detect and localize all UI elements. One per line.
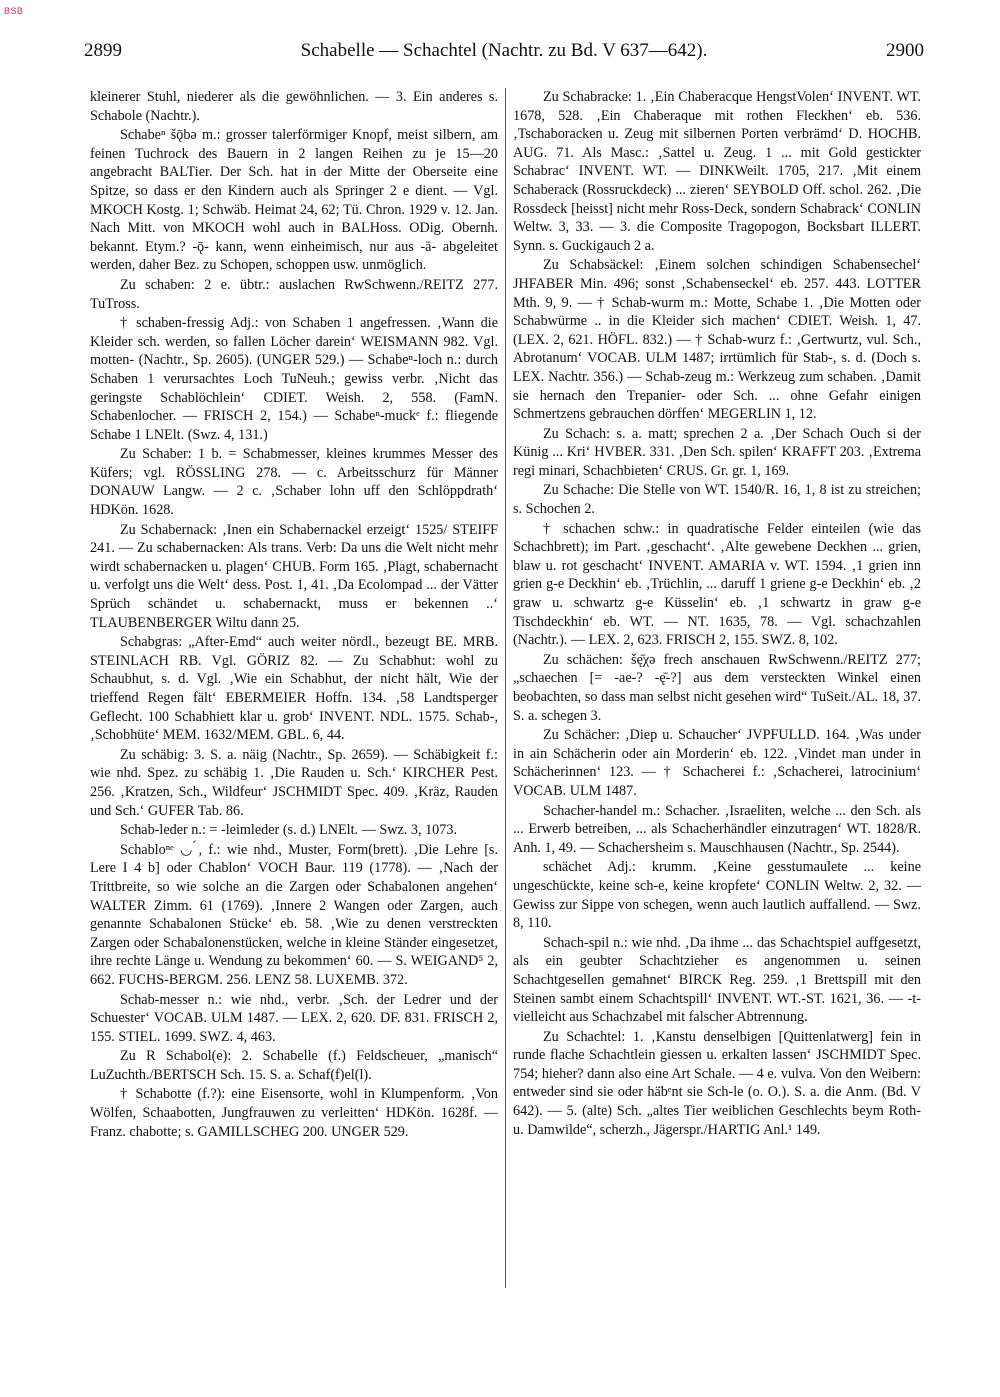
entry: Zu Schachtel: 1. ‚Kanstu denselbigen [Quittenlatwerg] fein in runde flache Schachtlein giessen u. erkalten lassen‘ JSCHMIDT Spec. 754; hieher? dann also eine Art Schale. — 4 e. vulva. Von den Weibern: entweder sind sie oder hä̈bᵉnt sie Sch-le (o. O.). S. a. die Anm. (Bd. V 642). — 5. (alte) Sch. „altes Tier weiblichen Geschlechts beym Roth- u. Damwilde“, scherzh., Jägerspr./HARTIG Anl.¹ 149. [513,1028,921,1138]
entry: schächet Adj.: krumm. ‚Keine gesstumaulete ... keine ungeschückte, keine sch-e, keine kropfete‘ CONLIN Weltw. 2, 32. — Gewiss zur Sippe von schegen, wenn auch lautlich auffallend. — Swz. 8, 110. [513,859,921,932]
entry: Zu Schache: Die Stelle von WT. 1540/R. 16, 1, 8 ist zu streichen; s. Schochen 2. [513,482,921,518]
entry: Schacher-handel m.: Schacher. ‚Israeliten, welche ... den Sch. als ... Erwerb betreiben, ... als Schacherhändler einzutragen‘ WT. 1828/R. Anh. 1, 49. — Schachersheim s. Mauschhausen (Nachtr., Sp. 2544). [513,802,921,856]
entry: Schab-leder n.: = -leimleder (s. d.) LNElt. — Swz. 3, 1073. [120,822,457,839]
entry: † schachen schw.: in quadratische Felder einteilen (wie das Schachbrett); im Part. ‚geschacht‘. ‚Alte gewebene Deckhen ... grien, blaw u. rot geschacht‘ INVENT. AMARIA v. WT. 1594. ‚1 grien inn grien g-e Deckhin‘ eb. ‚Trüchlin, ... daruff 1 griene g-e Deckhin‘ eb. ‚2 graw u. schwartz g-e Küsselin‘ eb. ‚1 schwartz in graw g-e Tischdeckhin‘ eb. WT. — NT. 1635, 78. — Vgl. schachzahlen (Nachtr.). — LEX. 2, 623. FRISCH 2, 155. SWZ. 8, 102. [513,520,921,649]
column-divider [505,88,506,1288]
running-title: Schabelle — Schachtel (Nachtr. zu Bd. V 637—642). [300,40,708,61]
entry: Zu Schach: s. a. matt; sprechen 2 a. ‚Der Schach Ouch si der Künig ... Kri‘ HVBER. 331. ‚Den Sch. spilen‘ KRAFFT 203. ‚Extrema regi minari, Schachbieten‘ CRUS. Gr. gr. 1, 169. [513,425,921,479]
entry: Zu schaben: 2 e. übtr.: auslachen RwSchwenn./REITZ 277. TuTross. [90,276,498,312]
entry: Schabgras: „After-Emd“ auch weiter nördl., bezeugt BE. MRB. STEINLACH RB. Vgl. GÖRIZ 82. — Zu Schabhut: wohl zu Schaubhut, s. d. Vgl. ‚Wie ein Schabhut, der nicht hält, Wie der trieffend Regen fält‘ EBERMEIER Hoffn. 134. ‚58 Landtsperger Geflecht. 100 Schabhiett klar u. grob‘ INVENT. NDL. 1575. Schab-, ‚Schobhüte‘ MEM. 1632/MEM. GBL. 6, 44. [90,634,498,744]
entry: Schab-messer n.: wie nhd., verbr. ‚Sch. der Ledrer und der Schuester‘ VOCAB. ULM 1487. — LEX. 2, 620. DF. 831. FRISCH 2, 155. STIEL. 1699. SWZ. 4, 463. [90,991,498,1045]
entry: † schaben-fressig Adj.: von Schaben 1 angefressen. ‚Wann die Kleider sch. werden, so fallen Löcher darein‘ WEISMANN 982. Vgl. motten- (Nachtr., Sp. 2605). (UNGER 529.) — Schabeⁿ-loch n.: durch Schaben 1 verursachtes Loch TuNeuh.; gewiss verbr. ‚Nicht das geringste Schablöchlein‘ CDIET. Weish. 2, 558. (FamN. Schabenlocher. — FRISCH 2, 154.) — Schabeⁿ-muckᵉ f.: fliegende Schabe 1 LNElt. (Swz. 4, 131.) [90,315,498,443]
entry: Zu Schabernack: ‚Inen ein Schabernackel erzeigt‘ 1525/ STEIFF 241. — Zu schabernacken: Als trans. Verb: Da uns die Welt nicht mehr wirdt schabernacken u. plagen‘ CHUB. Form 165. ‚Plagt, schabernacht u. verfolgt uns die Welt‘ dess. Post. 1, 41. ‚Da Ecolompad ... der Vätter Sprüch schändet u. schabernackt, muss er bekennen ..‘ TLAUBENBERGER Wiltu dann 25. [90,521,498,631]
page-number-right: 2900 [886,40,924,61]
entry: Zu Schaber: 1 b. = Schabmesser, kleines krummes Messer des Küfers; vgl. RÖSSLING 278. — c. Arbeitsschurz für Männer DONAUW Langw. — 2 c. ‚Schaber lohn uff den Schlöppdrath‘ HDKön. 1628. [90,446,498,519]
page-header [84,40,924,70]
entry: kleinerer Stuhl, niederer als die gewöhnlichen. — 3. Ein anderes s. Schabole (Nachtr.). [90,89,498,124]
entry: Schabloⁿᵉ ◡ ́, f.: wie nhd., Muster, Form(brett). ‚Die Lehre [s. Lere I 4 b] oder Chablon‘ VOCH Baur. 119 (1778). — ‚Nach der Trittbreite, so wie solche an die Zargen oder Schabalonen angehen‘ WALTER Zimm. 61 (1769). ‚Innere 2 Wangen oder Zargen, auch genannte Schabalonen Stücke‘ eb. 58. ‚Wie zu denen verstreckten Zargen oder Schabalonenstücken, welche in kleine Ständer eingesetzet, ihre rechte Länge u. Wendung zu bekommen‘ 60. — S. WEIGAND⁵ 2, 662. FUCHS-BERGM. 256. LENZ 58. LUXEMB. 372. [90,841,498,988]
entry: Schabeⁿ šǭbə m.: grosser talerförmiger Knopf, meist silbern, am feinen Tuchrock des Bauern in 2 langen Reihen zu je 15—20 angebracht BALTier. Der Sch. hat in der Mitte der Oberseite eine Spitze, so dass er den Kindern auch als Springer 2 e dient. — Vgl. MKOCH Kostg. 1; Schwäb. Heimat 24, 62; Tü. Chron. 1929 v. 12. Jan. Nach Mitt. von MKOCH wohl auch in BALHoss. ODig. Obernh. bekannt. Etym.? -ǭ- kann, wenn einheimisch, nur aus -ā- abgeleitet werden, daher Bez. zu Schopen, schoppen usw. unmöglich. [90,127,498,274]
entry: Zu schäbig: 3. S. a. näig (Nachtr., Sp. 2659). — Schäbigkeit f.: wie nhd. Spez. zu schäbig 1. ‚Die Rauden u. Sch.‘ KIRCHER Pest. 256. ‚Kratzen, Sch., Wildfeur‘ JSCHMIDT Spec. 409. ‚Kräz, Rauden und Sch.‘ GUFER Tab. 86. [90,746,498,819]
library-stamp: BSB [4,6,24,16]
entry: Zu schächen: šę̄χə frech anschauen RwSchwenn./REITZ 277; „schaechen [= -ae-? -ę̄-?] aus dem versteckten Winkel einen beobachten, so dass man selbst nicht gesehen wird“ TuSeit./AL. 18, 37. S. a. schegen 3. [513,651,921,724]
entry: Zu Schabracke: 1. ‚Ein Chaberacque HengstVolen‘ INVENT. WT. 1678, 528. ‚Ein Chaberaque mit rothen Fleckhen‘ eb. 536. ‚Tschaboracken u. Zeug mit silbernen Porten verbrämd‘ D. HOCHB. AUG. 71. Als Masc.: ‚Sattel u. Zeug. 1 ... mit Gold gestickter Schabrac‘ INVENT. WT. — DINKWeilt. 1705, 217. ‚Mit einem Schaberack (Rossruckdeck) ... zieren‘ SEYBOLD Off. schol. 262. ‚Die Rossdeck [heisst] nicht mehr Ross-Deck, sondern Schabrack‘ CONLIN Weltw. 3, 33. — 3. die Composite Tragopogon, Bocksbart ILLERT. Synn. s. Guckigauch 2 a. [513,89,921,254]
entry: Zu Schächer: ‚Diep u. Schaucher‘ JVPFULLD. 164. ‚Was under in ain Schächerin oder ain Morderin‘ eb. 122. ‚Vindet man under in Schächerinnen‘ 123. — † Schacherei f.: ‚Schacherei, latrocinium‘ VOCAB. ULM 1487. [513,727,921,799]
entry: † Schabotte (f.?): eine Eisensorte, wohl in Klumpenform. ‚Von Wölfen, Schaabotten, Jungfrauwen zu verleitten‘ HDKön. 1628f. — Franz. chabotte; s. GAMILLSCHEG 200. UNGER 529. [90,1086,498,1140]
entry: Zu Schabsäckel: ‚Einem solchen schindigen Schabensechel‘ JHFABER Min. 496; sonst ‚Schabenseckel‘ eb. 257. 443. LOTTER Mth. 9, 9. — † Schab-wurm m.: Motte, Schabe 1. ‚Die Motten oder Schabwürme .. in die Kleider sich machen‘ CDIET. Weish. 1, 47. (LEX. 2, 621. HÖFL. 832.) — † Schab-wurz f.: ‚Gertwurtz, vul. Sch., Abrotanum‘ VOCAB. ULM 1487; irrtümlich für Stab-, s. d. (Doch s. LEX. Nachtr. 356.) — Schab-zeug m.: Werkzeug zum schaben. ‚Damit sie hernach den Trepanier- oder Sch. ... ohne Gefahr einigen Schmertzens gebrauchen dörffen‘ MEGERLIN 1, 12. [513,257,921,423]
page-number-left: 2899 [84,40,122,61]
entry: Zu R Schabol(e): 2. Schabelle (f.) Feldscheuer, „manisch“ LuZuchth./BERTSCH Sch. 15. S. a. Schaf(f)el(l). [90,1048,498,1083]
left-column [90,88,498,1141]
right-column [513,88,921,1139]
entry: Schach-spil n.: wie nhd. ‚Da ihme ... das Schachtspiel auffgesetzt, als ein geubter Schachtzieher es angenommen u. seinen Schachtgesellen gemahnet‘ BIRCK Reg. 259. ‚1 Brettspill mit den Steinen sambt einem Schachtspill‘ INVENT. WT.-ST. 1621, 36. — -t- vielleicht aus Schachzabel mit falscher Abtrennung. [513,934,921,1026]
